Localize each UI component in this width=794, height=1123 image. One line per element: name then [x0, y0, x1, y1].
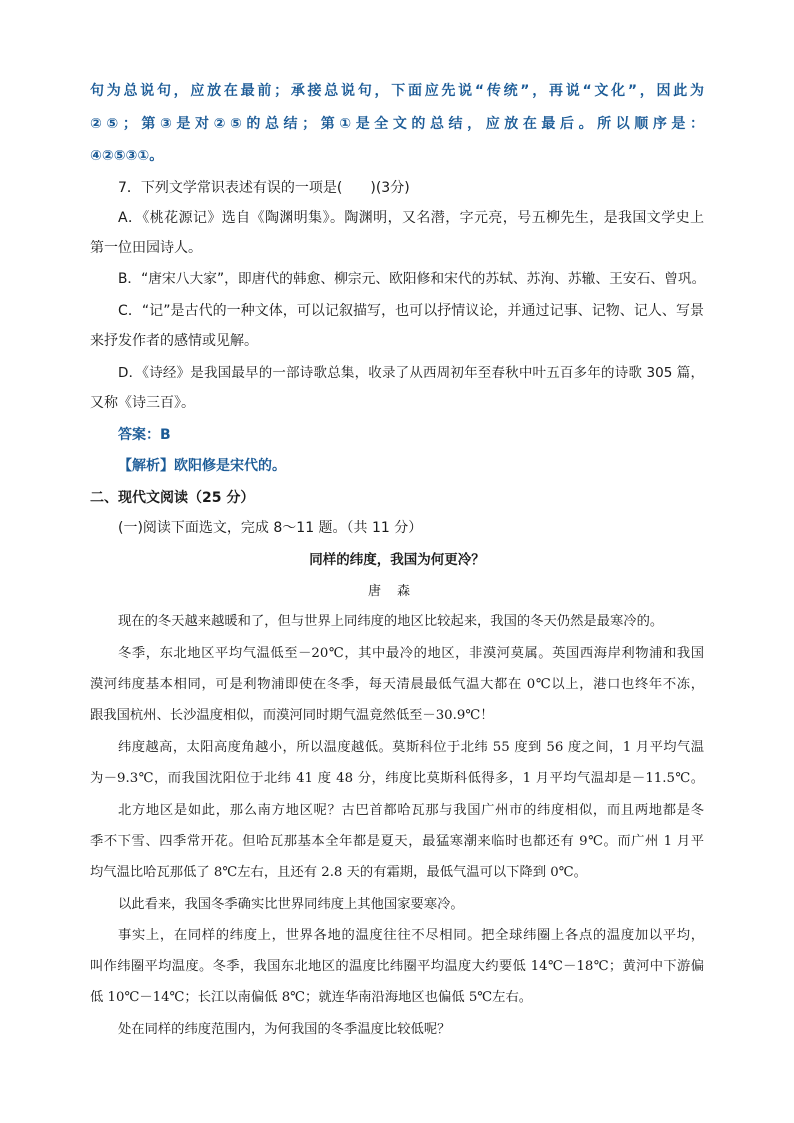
answer-explanation-line-2: ②⑤；第③是对②⑤的总结；第①是全文的总结，应放在最后。所以顺序是： [90, 116, 704, 132]
article-paragraph-3-line-2: 为－9.3℃，而我国沈阳位于北纬 41 度 48 分，纬度比莫斯科低得多，1 月平均气温却是－11.5℃。 [90, 771, 704, 786]
article-paragraph-6-line-1: 事实上，在同样的纬度上，世界各地的温度往往不尽相同。把全球纬圈上各点的温度加以平均， [118, 928, 704, 943]
question-7-analysis: 【解析】欧阳修是宋代的。 [118, 458, 286, 474]
question-7-option-b: B．“唐宋八大家”，即唐代的韩愈、柳宗元、欧阳修和宋代的苏轼、苏洵、苏辙、王安石、曾巩。 [118, 271, 706, 287]
article-author: 唐森 [367, 584, 426, 599]
question-7-option-d-line-2: 又称《诗三百》。 [90, 395, 195, 411]
question-7-option-c-line-1: C．“记”是古代的一种文体，可以记叙描写，也可以抒情议论，并通过记事、记物、记人、写景 [118, 303, 704, 319]
question-7-option-d-line-1: D．《诗经》是我国最早的一部诗歌总集，收录了从西周初年至春秋中叶五百多年的诗歌 305 篇， [118, 365, 704, 381]
question-7-option-c-line-2: 来抒发作者的感情或见解。 [90, 333, 258, 349]
article-paragraph-2-line-1: 冬季，东北地区平均气温低至－20℃，其中最冷的地区，非漠河莫属。英国西海岸利物浦和我国 [118, 646, 704, 661]
article-paragraph-4-line-2: 季不下雪、四季常开花。但哈瓦那基本全年都是夏天，最猛寒潮来临时也都还有 9℃。而广州 1 月平 [90, 834, 704, 849]
question-7-stem: 7．下列文学常识表述有误的一项是( )(3分) [118, 180, 410, 196]
section-2-instruction: (一)阅读下面选文，完成 8～11 题。（共 11 分） [118, 520, 423, 536]
article-title: 同样的纬度，我国为何更冷？ [309, 552, 485, 568]
article-paragraph-1-line-1: 现在的冬天越来越暖和了，但与世界上同纬度的地区比较起来，我国的冬天仍然是最寒冷的。 [118, 614, 664, 629]
article-paragraph-3-line-1: 纬度越高，太阳高度角越小，所以温度越低。莫斯科位于北纬 55 度到 56 度之间，1 月平均气温 [118, 740, 704, 755]
answer-explanation-line-3: ④②⑤③①。 [90, 148, 164, 164]
question-7-answer: 答案：B [118, 427, 171, 443]
article-paragraph-4-line-3: 均气温比哈瓦那低了 8℃左右，且还有 2.8 天的有霜期，最低气温可以下降到 0℃。 [90, 865, 587, 880]
question-7-option-a-line-1: A．《桃花源记》选自《陶渊明集》。陶渊明，又名潜，字元亮，号五柳先生，是我国文学史上 [118, 210, 704, 226]
section-2-heading: 二、现代文阅读（25 分） [90, 490, 255, 506]
article-paragraph-6-line-2: 叫作纬圈平均温度。冬季，我国东北地区的温度比纬圈平均温度大约要低 14℃－18℃；黄河中下游偏 [90, 959, 704, 974]
article-paragraph-6-line-3: 低 10℃－14℃；长江以南偏低 8℃；就连华南沿海地区也偏低 5℃左右。 [90, 990, 533, 1005]
article-paragraph-2-line-3: 跟我国杭州、长沙温度相似，而漠河同时期气温竟然低至－30.9℃！ [90, 708, 494, 723]
question-7-option-a-line-2: 第一位田园诗人。 [90, 240, 202, 256]
article-paragraph-5-line-1: 以此看来，我国冬季确实比世界同纬度上其他国家要寒冷。 [118, 897, 464, 912]
article-paragraph-2-line-2: 漠河纬度基本相同，可是利物浦即使在冬季，每天清晨最低气温大都在 0℃以上，港口也终年不冻， [90, 677, 704, 692]
article-paragraph-7-line-1: 处在同样的纬度范围内，为何我国的冬季温度比较低呢？ [118, 1022, 451, 1037]
article-paragraph-4-line-1: 北方地区是如此，那么南方地区呢？古巴首都哈瓦那与我国广州市的纬度相似，而且两地都是冬 [118, 803, 704, 818]
answer-explanation-line-1: 句为总说句，应放在最前；承接总说句，下面应先说“传统”，再说“文化”，因此为 [90, 83, 704, 99]
